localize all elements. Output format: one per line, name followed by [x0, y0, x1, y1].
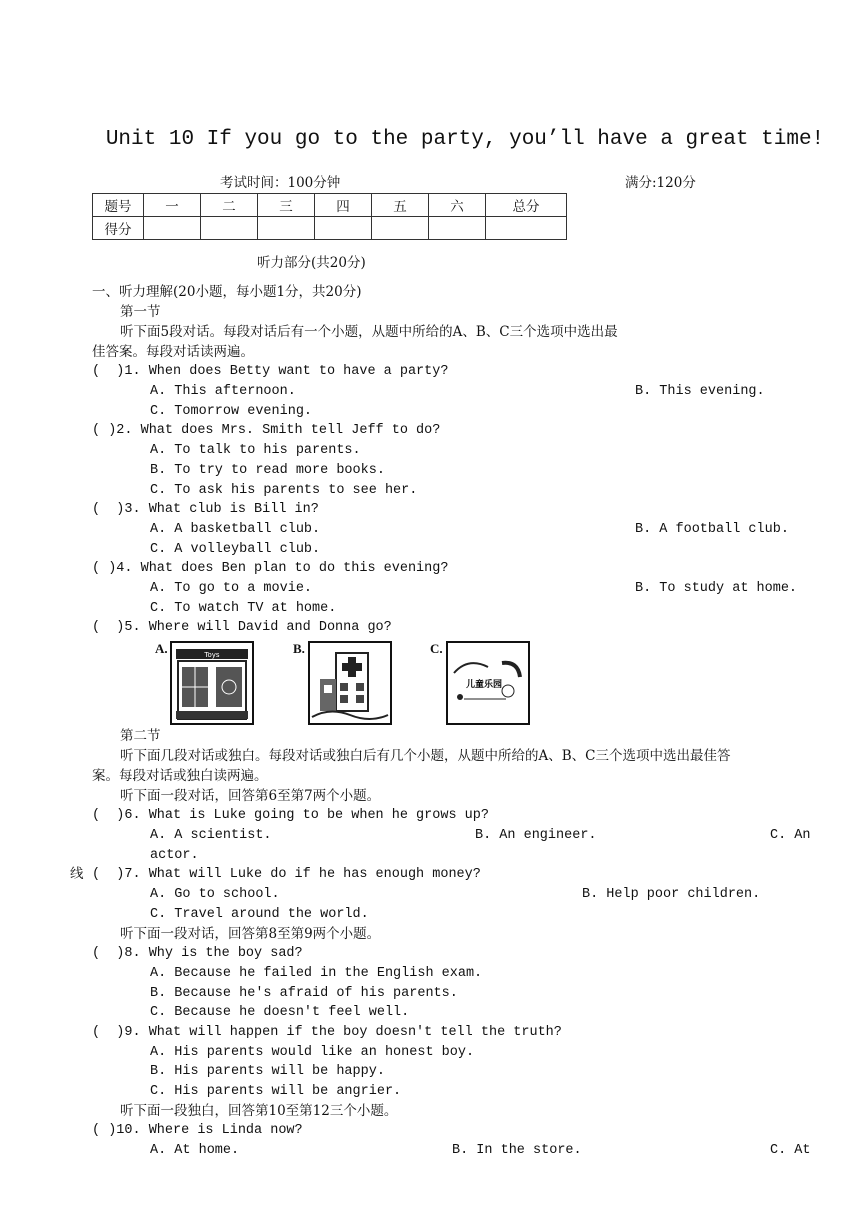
score-header-cell: 四 — [315, 194, 372, 217]
dialog-intro: 听下面一段对话，回答第8至第9两个小题。 — [120, 926, 381, 942]
part1-heading: 第一节 — [120, 304, 161, 320]
score-cell[interactable] — [201, 217, 258, 240]
question-2: ( )2. What does Mrs. Smith tell Jeff to do? — [92, 423, 441, 438]
section-title: 一、听力理解(20小题，每小题1分，共20分) — [92, 284, 362, 300]
childrens-park-icon — [448, 643, 528, 723]
park-sign: 儿童乐园 — [465, 680, 503, 690]
score-header-cell: 题号 — [93, 194, 144, 217]
question-5: ( )5. Where will David and Donna go? — [92, 620, 392, 635]
option-b: B. His parents will be happy. — [150, 1064, 385, 1079]
score-table — [92, 193, 567, 240]
option-c-continued: actor. — [150, 848, 199, 863]
question-1: ( )1. When does Betty want to have a party? — [92, 364, 449, 379]
part1-instructions: 听下面5段对话。每段对话后有一个小题，从题中所给的A、B、C三个选项中选出最 — [120, 324, 618, 340]
option-a: A. This afternoon. — [150, 384, 296, 399]
childrens-park-picture — [446, 641, 530, 725]
option-a: A. His parents would like an honest boy. — [150, 1045, 475, 1060]
toy-store-icon — [172, 643, 252, 723]
score-header-cell: 总分 — [486, 194, 567, 217]
question-10: ( )10. Where is Linda now? — [92, 1123, 303, 1138]
score-table-header-row — [93, 194, 567, 217]
score-cell[interactable] — [429, 217, 486, 240]
option-c: C. To watch TV at home. — [150, 601, 337, 616]
option-a: A. A scientist. — [150, 828, 272, 843]
part2-heading: 第二节 — [120, 728, 161, 744]
option-a: A. To talk to his parents. — [150, 443, 361, 458]
option-b: B. Help poor children. — [582, 887, 761, 902]
score-header-cell: 二 — [201, 194, 258, 217]
option-a: A. A basketball club. — [150, 522, 321, 537]
question-9: ( )9. What will happen if the boy doesn't tell the truth? — [92, 1025, 562, 1040]
toy-store-sign: Toys — [204, 651, 220, 659]
option-b: B. In the store. — [452, 1143, 582, 1158]
score-table-score-row — [93, 217, 567, 240]
question-3: ( )3. What club is Bill in? — [92, 502, 319, 517]
score-cell[interactable] — [486, 217, 567, 240]
question-6: ( )6. What is Luke going to be when he grows up? — [92, 808, 489, 823]
option-c: C. At — [770, 1143, 811, 1158]
score-cell[interactable] — [372, 217, 429, 240]
option-b: B. To study at home. — [635, 581, 798, 596]
picture-label-b: B. — [293, 641, 305, 656]
score-row-label: 得分 — [93, 217, 144, 240]
option-b: B. To try to read more books. — [150, 463, 385, 478]
score-cell[interactable] — [258, 217, 315, 240]
question-4: ( )4. What does Ben plan to do this evening? — [92, 561, 449, 576]
score-cell[interactable] — [144, 217, 201, 240]
score-cell[interactable] — [315, 217, 372, 240]
full-score: 满分:120分 — [625, 175, 696, 191]
option-a: A. To go to a movie. — [150, 581, 313, 596]
option-c: C. To ask his parents to see her. — [150, 483, 418, 498]
dialog-intro: 听下面一段对话，回答第6至第7两个小题。 — [120, 788, 381, 804]
hospital-picture — [308, 641, 392, 725]
option-a: A. At home. — [150, 1143, 240, 1158]
toy-store-picture — [170, 641, 254, 725]
option-c: C. A volleyball club. — [150, 542, 321, 557]
option-b: B. This evening. — [635, 384, 765, 399]
option-c: C. An — [770, 828, 811, 843]
score-header-cell: 一 — [144, 194, 201, 217]
option-b: B. A football club. — [635, 522, 789, 537]
option-b: B. An engineer. — [475, 828, 597, 843]
page-title: Unit 10 If you go to the party, you’ll have a great time! — [105, 128, 825, 151]
option-c: C. Travel around the world. — [150, 907, 369, 922]
option-a: A. Go to school. — [150, 887, 280, 902]
listening-heading: 听力部分(共20分) — [257, 255, 366, 271]
monologue-intro: 听下面一段独白，回答第10至第12三个小题。 — [120, 1103, 398, 1119]
picture-label-a: A. — [155, 641, 168, 656]
binding-margin-mark: 线 — [70, 866, 84, 882]
exam-time: 考试时间：100分钟 — [220, 175, 341, 191]
part2-instructions: 听下面几段对话或独白。每段对话或独白后有几个小题，从题中所给的A、B、C三个选项中选出最佳答 — [120, 748, 731, 764]
part1-instructions: 佳答案。每段对话读两遍。 — [92, 344, 254, 360]
option-b: B. Because he's afraid of his parents. — [150, 986, 458, 1001]
part2-instructions: 案。每段对话或独白读两遍。 — [92, 768, 268, 784]
score-header-cell: 五 — [372, 194, 429, 217]
score-header-cell: 三 — [258, 194, 315, 217]
question-8: ( )8. Why is the boy sad? — [92, 946, 303, 961]
score-header-cell: 六 — [429, 194, 486, 217]
hospital-icon — [310, 643, 390, 723]
option-c: C. Because he doesn't feel well. — [150, 1005, 410, 1020]
option-c: C. His parents will be angrier. — [150, 1084, 402, 1099]
option-c: C. Tomorrow evening. — [150, 404, 313, 419]
question-7: ( )7. What will Luke do if he has enough money? — [92, 867, 481, 882]
option-a: A. Because he failed in the English exam. — [150, 966, 483, 981]
picture-label-c: C. — [430, 641, 443, 656]
